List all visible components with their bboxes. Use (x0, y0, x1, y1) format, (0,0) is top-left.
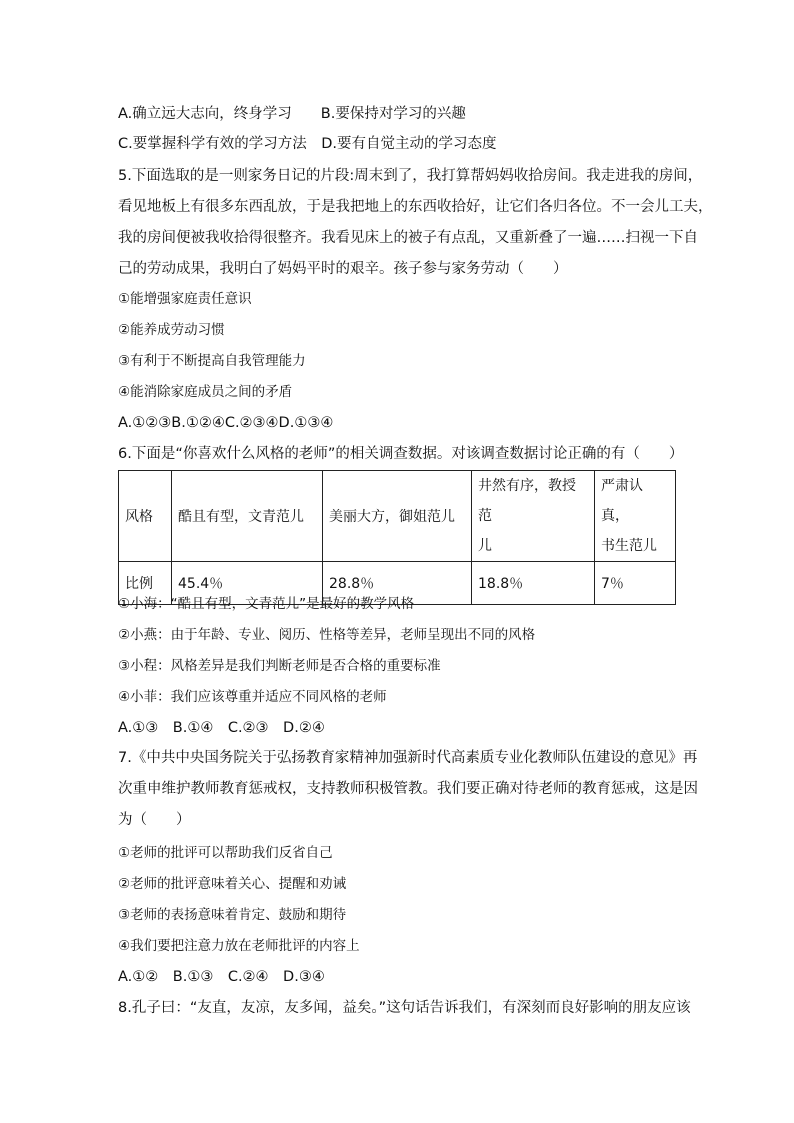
style-text: 井然有序，教授范 (478, 478, 576, 524)
style-cell (472, 471, 595, 562)
q4-option-line-2: C.要掌握科学有效的学习方法 D.要有自觉主动的学习态度 (118, 136, 497, 152)
style-cell (323, 471, 472, 562)
q7-stem-line: 次重申维护教师教育惩戒权，支持教师积极管教。我们要正确对待老师的教育惩戒，这是因 (118, 781, 698, 797)
q5-item-1: ①能增强家庭责任意识 (118, 291, 252, 307)
q4-option-line-1: A.确立远大志向，终身学习 B.要保持对学习的兴趣 (118, 106, 466, 122)
table-header-label: 风格 (119, 471, 172, 562)
q7-stem-line: 7.《中共中央国务院关于弘扬教育家精神加强新时代高素质专业化教师队伍建设的意见》再 (118, 750, 698, 766)
q5-stem-line: 5.下面选取的是一则家务日记的片段:周末到了，我打算帮妈妈收拾房间。我走进我的房间， (118, 168, 703, 184)
q5-stem-line: 己的劳动成果，我明白了妈妈平时的艰辛。孩子参与家务劳动（ ） (118, 261, 568, 277)
value-cell: 18.8％ (472, 562, 595, 605)
q6-stem: 6.下面是“你喜欢什么风格的老师”的相关调查数据。对该调查数据讨论正确的有（ ） (118, 446, 684, 462)
value-cell: 45.4％ (172, 562, 323, 605)
q7-item-2: ②老师的批评意味着关心、提醒和劝诫 (118, 876, 347, 892)
value-cell: 7％ (595, 562, 676, 605)
q7-item-4: ④我们要把注意力放在老师批评的内容上 (118, 938, 360, 954)
style-cell (172, 471, 323, 562)
q7-options: A.①② B.①③ C.②④ D.③④ (118, 969, 325, 985)
q7-item-1: ①老师的批评可以帮助我们反省自己 (118, 845, 333, 861)
q5-item-2: ②能养成劳动习惯 (118, 322, 225, 338)
survey-table (118, 470, 676, 605)
style-text: 书生范儿 (601, 538, 657, 554)
table-row-label: 比例 (119, 562, 172, 605)
q7-stem (118, 743, 698, 836)
style-cell (595, 471, 676, 562)
table-row (119, 471, 676, 562)
value-cell: 28.8％ (323, 562, 472, 605)
q6-options: A.①③ B.①④ C.②③ D.②④ (118, 720, 325, 736)
style-text: 美丽大方，御姐范儿 (329, 509, 455, 525)
q5-item-3: ③有利于不断提高自我管理能力 (118, 353, 306, 369)
q5-options: A.①②③B.①②④C.②③④D.①③④ (118, 415, 334, 431)
q5-item-4: ④能消除家庭成员之间的矛盾 (118, 384, 293, 400)
style-text: 酷且有型，文青范儿 (178, 509, 304, 525)
q6-item-3: ③小程：风格差异是我们判断老师是否合格的重要标准 (118, 658, 441, 674)
q5-stem-line: 看见地板上有很多东西乱放，于是我把地上的东西收拾好，让它们各归各位。不一会儿工夫， (118, 199, 713, 215)
q8-stem: 8.孔子曰：“友直，友凉，友多闻，益矣。”这句话告诉我们，有深刻而良好影响的朋友应该 (118, 1000, 691, 1016)
q6-item-4: ④小菲：我们应该尊重并适应不同风格的老师 (118, 689, 387, 705)
style-text: 严肃认真， (601, 478, 643, 524)
style-text: 儿 (478, 538, 492, 554)
q7-item-3: ③老师的表扬意味着肯定、鼓励和期待 (118, 907, 347, 923)
q6-item-1: ①小海：“酷且有型，文青范儿”是最好的教学风格 (118, 596, 415, 612)
q5-stem-line: 我的房间便被我收拾得很整齐。我看见床上的被子有点乱，又重新叠了一遍……扫视一下自 (118, 230, 698, 246)
q7-stem-line: 为（ ） (118, 812, 191, 828)
q6-item-2: ②小燕：由于年龄、专业、阅历、性格等差异，老师呈现出不同的风格 (118, 627, 536, 643)
q5-stem (118, 161, 713, 285)
